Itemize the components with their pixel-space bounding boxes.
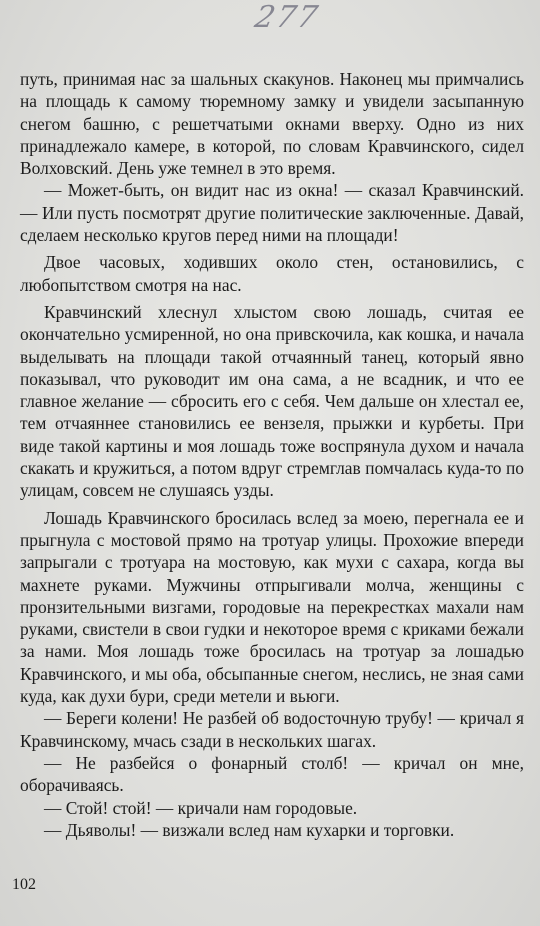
paragraph-1: путь, принимая нас за шальных скакунов. Наконец мы примчались на площадь к самому тюремному замку и увидели засыпанную снегом башню, с решетчатыми окнами вверху. Одно из них принадлежало камере, в которой, по словам Кравчинского, сидел Волховский. День уже темнел в это время. xyxy=(20,69,524,179)
paragraph-9: — Дьяволы! — визжали вслед нам кухарки и торговки. xyxy=(44,819,455,840)
handwritten-page-mark: 277 xyxy=(251,0,323,35)
paragraph-4: Кравчинский хлеснул хлыстом свою лошадь, считая ее окончательно усмиренной, но она привскочила, как кошка, и начала выделывать на площади такой отчаянный танец, который явно показывал, что руководит им она сама, а не всадник, и что ее главное желание — сбросить его с себя. Чем дальше он хлестал ее, тем отчаяннее становились ее вензеля, прыжки и курбеты. При виде такой картины и моя лошадь тоже воспрянула духом и начала скакать и кружиться, а потом вдруг стремглав помчалась куда-то по улицам, совсем не слушаясь узды. xyxy=(20,301,524,501)
page-number: 102 xyxy=(12,876,36,893)
paragraph-6: — Береги колени! Не разбей об водосточную трубу! — кричал я Кравчинскому, мчась сзади в нескольких шагах. xyxy=(20,708,524,751)
paragraph-7: — Не разбейся о фонарный столб! — кричал он мне, оборачиваясь. xyxy=(20,752,524,796)
body-text xyxy=(20,68,524,841)
paragraph-8: — Стой! стой! — кричали нам городовые. xyxy=(44,797,358,818)
paragraph-2: — Может-быть, он видит нас из окна! — сказал Кравчинский. — Или пусть посмотрят другие политические заключенные. Давай, сделаем несколько кругов перед ними на площади! xyxy=(20,180,524,246)
paragraph-5: Лошадь Кравчинского бросилась вслед за моею, перегнала ее и прыгнула с мостовой прямо на тротуар улицы. Прохожие впереди запрыгали с тротуара на мостовую, как мухи с сахара, когда вы махнете руками. Мужчины отпрыгивали молча, женщины с пронзительными визгами, городовые на перекрестках махали нам руками, свистели в свои гудки и некоторое время с криками бежали за нами. Моя лошадь тоже бросилась на тротуар за лошадью Кравчинского, и мы оба, обсыпанные снегом, неслись, не зная сами куда, как духи бури, среди метели и вьюги. xyxy=(20,507,524,707)
paragraph-3: Двое часовых, ходивших около стен, остановились, с любопытством смотря на нас. xyxy=(20,252,524,295)
